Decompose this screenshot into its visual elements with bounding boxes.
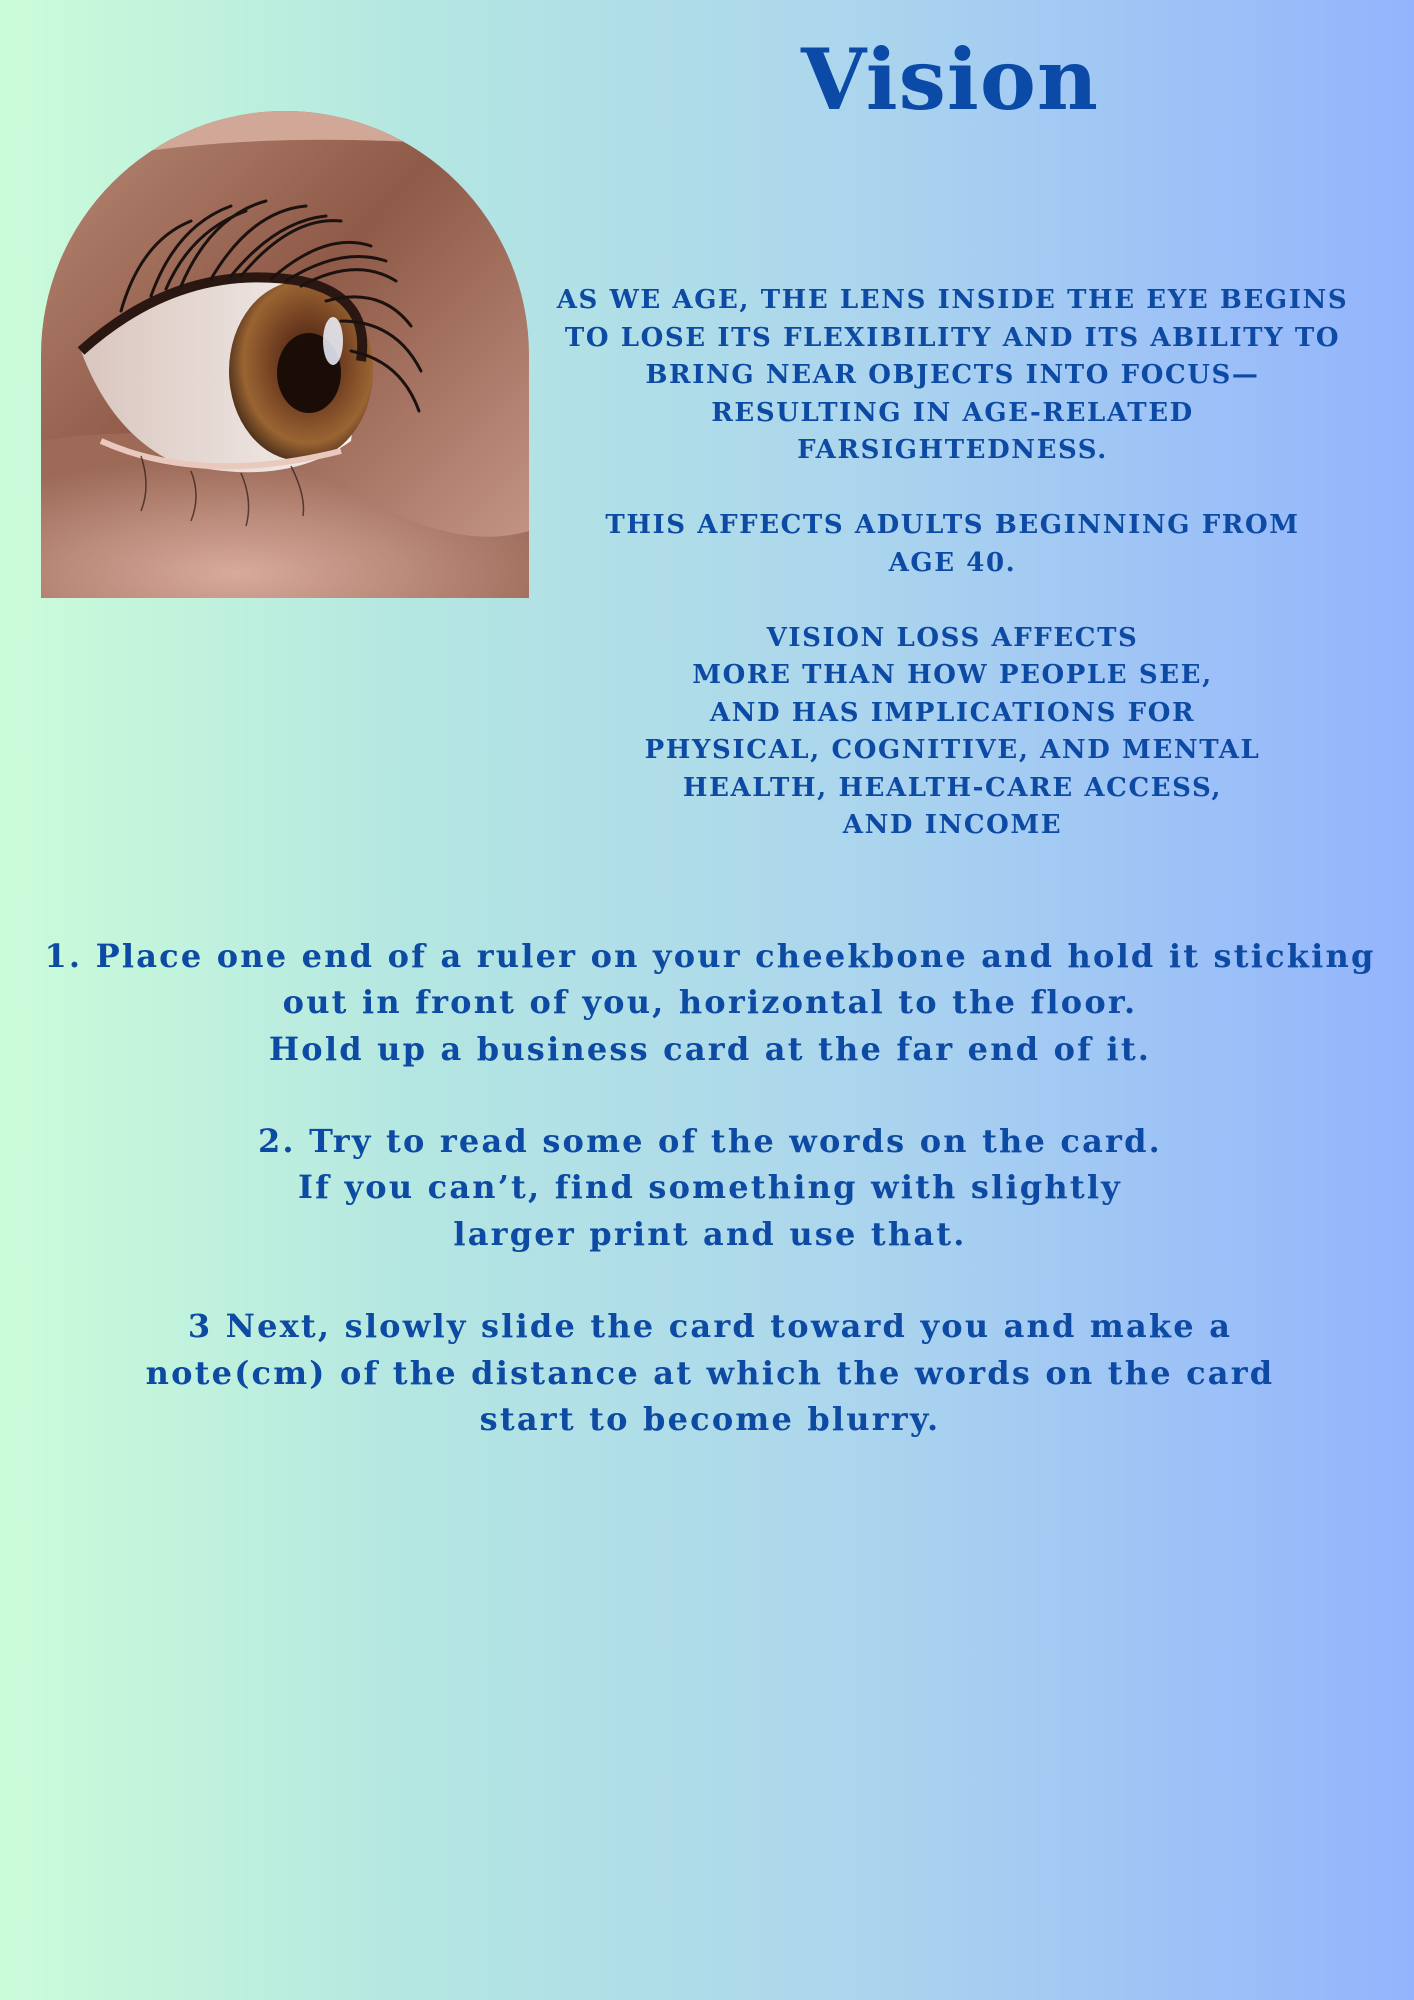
- instruction-step-1: 1. Place one end of a ruler on your cheekbone and hold it sticking out in front of you, horizontal to the floor. Hold up a business card at the far end of it.: [44, 937, 1376, 1068]
- page-title: Vision: [801, 30, 1099, 129]
- instruction-step-2: 2. Try to read some of the words on the card. If you can’t, find something with slightly larger print and use that.: [257, 1122, 1163, 1253]
- fact-paragraph-age: THIS AFFECTS ADULTS BEGINNING FROM AGE 40.: [605, 510, 1300, 578]
- fact-paragraph-impact: VISION LOSS AFFECTS MORE THAN HOW PEOPLE SEE, AND HAS IMPLICATIONS FOR PHYSICAL, COGNITIVE, AND MENTAL HEALTH, HEALTH-CARE ACCESS, AND INCOME: [644, 622, 1261, 840]
- fact-paragraph-lens: AS WE AGE, THE LENS INSIDE THE EYE BEGINS TO LOSE ITS FLEXIBILITY AND ITS ABILITY TO BRING NEAR OBJECTS INTO FOCUS— RESULTING IN AGE-RELATED FARSIGHTEDNESS.: [556, 285, 1349, 465]
- test-instructions: [30, 933, 1390, 1489]
- vision-facts: [545, 282, 1360, 882]
- instruction-step-3: 3 Next, slowly slide the card toward you and make a note(cm) of the distance at which the words on the card start to become blurry.: [145, 1307, 1275, 1438]
- eye-photo: [41, 111, 529, 598]
